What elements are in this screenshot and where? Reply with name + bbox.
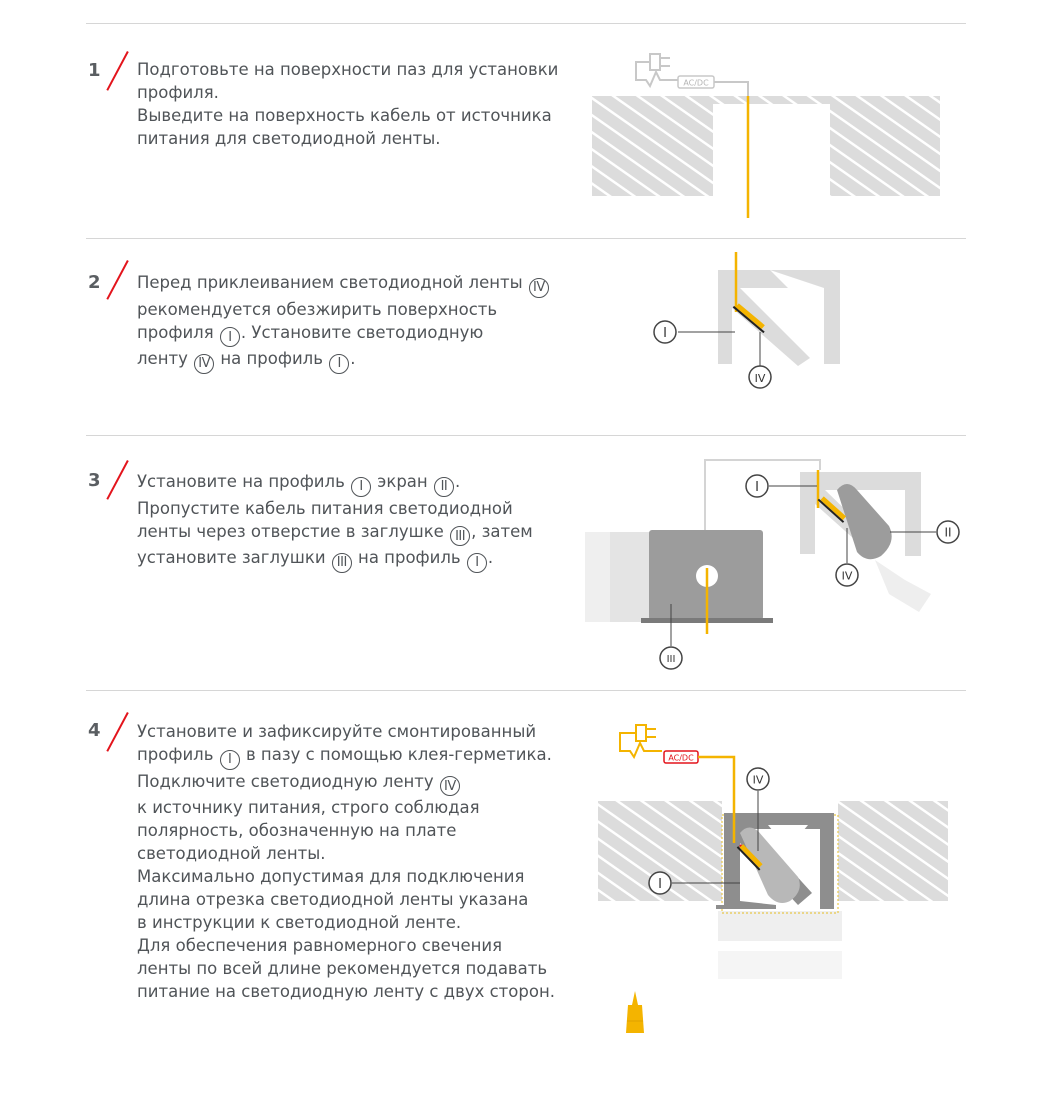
- text-line: [137, 957, 555, 980]
- text-line: [137, 470, 533, 497]
- text-run: длина отрезка светодиодной ленты указана: [137, 890, 529, 909]
- step-number: 3: [88, 470, 101, 491]
- plug-icon: [636, 54, 678, 86]
- figure-step-3: [575, 450, 975, 680]
- roman-marker: III: [332, 553, 352, 573]
- step-4-text: [137, 720, 555, 1003]
- roman-marker: II: [434, 477, 454, 497]
- text-run: Установите на профиль: [137, 472, 351, 491]
- step-accent-slash: [106, 260, 128, 300]
- text-line: [137, 934, 555, 957]
- svg-text:IV: IV: [754, 372, 766, 385]
- roman-marker: IV: [529, 278, 549, 298]
- text-run: Выведите на поверхность кабель от источника: [137, 106, 552, 125]
- text-run: Подготовьте на поверхности паз для установки: [137, 60, 559, 79]
- text-line: [137, 770, 555, 797]
- text-line: [137, 298, 550, 321]
- text-run: на профиль: [215, 349, 329, 368]
- step-divider: [86, 690, 966, 691]
- text-line: [137, 58, 558, 81]
- text-run: .: [487, 548, 494, 567]
- svg-text:IV: IV: [841, 569, 853, 583]
- text-line: [137, 720, 555, 743]
- svg-text:II: II: [944, 525, 952, 540]
- svg-text:IV: IV: [752, 773, 764, 787]
- text-line: [137, 81, 558, 104]
- text-line: [137, 127, 558, 150]
- text-run: .: [350, 349, 356, 368]
- figure-step-4: [590, 715, 960, 1065]
- roman-marker: I: [329, 354, 349, 374]
- svg-text:I: I: [663, 326, 667, 341]
- text-line: [137, 796, 555, 819]
- text-line: [137, 546, 533, 573]
- text-line: [137, 347, 550, 374]
- roman-marker: I: [220, 750, 240, 770]
- roman-marker: IV: [194, 354, 214, 374]
- text-run: на профиль: [352, 548, 466, 567]
- text-run: в пазу с помощью клея-герметика.: [240, 745, 552, 764]
- text-run: рекомендуется обезжирить поверхность: [137, 299, 498, 319]
- step-3-text: [137, 470, 533, 573]
- text-run: к источнику питания, строго соблюдая: [137, 798, 480, 817]
- roman-marker: I: [220, 327, 240, 347]
- text-line: [137, 888, 555, 911]
- text-run: установите заглушки: [137, 548, 331, 567]
- sealant-tube-icon: [626, 991, 644, 1033]
- psu-label: AC/DC: [683, 78, 709, 88]
- figure-step-2: [640, 248, 880, 398]
- step-accent-slash: [106, 51, 128, 91]
- step-divider: [86, 238, 966, 239]
- step-number: 1: [88, 60, 101, 81]
- text-run: профиль: [137, 745, 219, 764]
- text-run: Максимально допустимая для подключения: [137, 867, 525, 886]
- text-run: светодиодной ленты.: [137, 844, 326, 863]
- step-number: 2: [88, 272, 101, 293]
- text-line: [137, 842, 555, 865]
- text-run: ленту: [137, 349, 194, 368]
- svg-text:AC/DC: AC/DC: [668, 753, 694, 763]
- roman-marker: I: [351, 477, 371, 497]
- text-run: Перед приклеиванием светодиодной ленты: [137, 273, 528, 292]
- text-run: .: [454, 472, 461, 491]
- roman-marker: III: [450, 526, 470, 546]
- text-run: Пропустите кабель питания светодиодной: [137, 498, 513, 518]
- text-run: питание на светодиодную ленту с двух сторон.: [137, 982, 555, 1001]
- text-run: в инструкции к светодиодной ленте.: [137, 913, 462, 932]
- step-accent-slash: [106, 460, 128, 500]
- step-number: 4: [88, 720, 101, 741]
- step-2-text: [137, 271, 550, 374]
- text-run: питания для светодиодной ленты.: [137, 129, 441, 148]
- roman-marker: I: [467, 553, 487, 573]
- text-line: [137, 104, 558, 127]
- svg-text:I: I: [658, 877, 662, 892]
- text-run: профиля: [137, 322, 219, 342]
- text-run: , затем: [471, 521, 533, 541]
- figure-step-1: [580, 40, 960, 230]
- text-run: профиля.: [137, 83, 219, 102]
- step-1-text: [137, 58, 558, 150]
- step-divider: [86, 435, 966, 436]
- plug-icon: [620, 725, 662, 757]
- text-run: Для обеспечения равномерного свечения: [137, 936, 503, 955]
- step-accent-slash: [106, 712, 128, 752]
- text-run: Подключите светодиодную ленту: [137, 771, 439, 791]
- text-line: [137, 271, 550, 298]
- svg-text:I: I: [755, 480, 759, 495]
- text-run: . Установите светодиодную: [240, 322, 484, 342]
- text-run: ленты по всей длине рекомендуется подавать: [137, 959, 548, 978]
- surface-hatched: [592, 96, 940, 196]
- text-run: экран: [372, 472, 433, 491]
- text-line: [137, 980, 555, 1003]
- top-divider: [86, 23, 966, 24]
- svg-text:III: III: [666, 654, 676, 665]
- text-line: [137, 911, 555, 934]
- text-run: Установите и зафиксируйте смонтированный: [137, 722, 537, 741]
- roman-marker: IV: [440, 776, 460, 796]
- text-line: [137, 865, 555, 888]
- text-line: [137, 321, 550, 348]
- text-line: [137, 819, 555, 842]
- profile-ghosts: [718, 911, 842, 979]
- text-line: [137, 743, 555, 770]
- text-line: [137, 520, 533, 547]
- text-run: ленты через отверстие в заглушке: [137, 521, 450, 541]
- text-line: [137, 497, 533, 520]
- text-run: полярность, обозначенную на плате: [137, 821, 457, 840]
